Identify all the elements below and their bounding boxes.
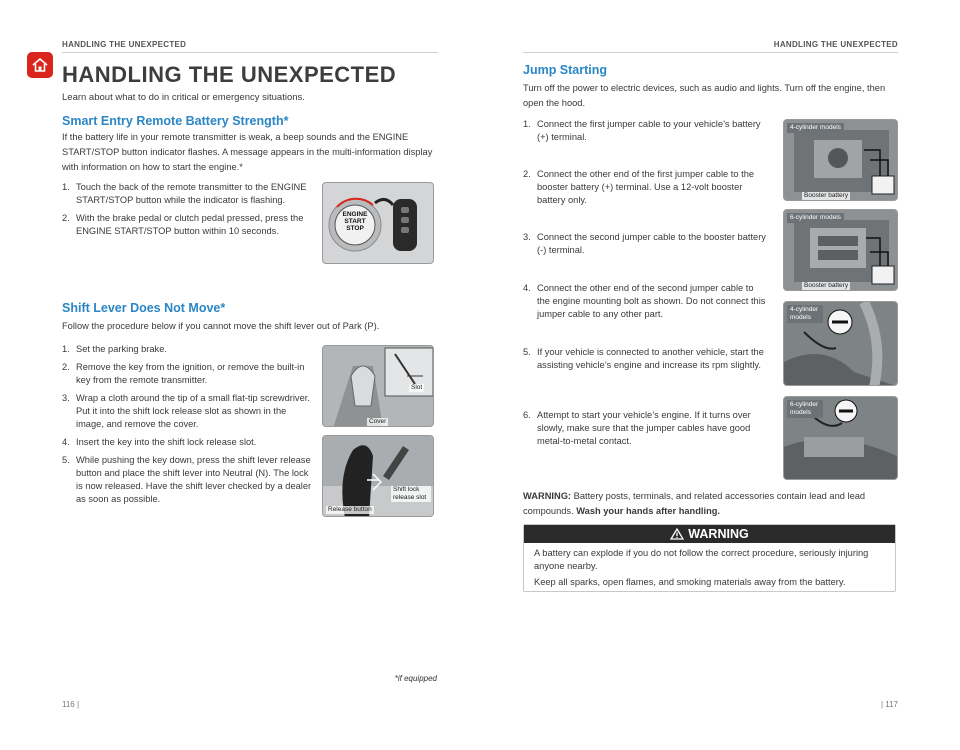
jump-steps xyxy=(523,118,768,459)
header-rule-left xyxy=(62,52,438,53)
running-head-right: HANDLING THE UNEXPECTED xyxy=(773,40,898,49)
list-item: 5. If your vehicle is connected to another vehicle, start the assisting vehicle’s engine and increase its rpm slightly. xyxy=(523,347,764,370)
list-item: 1. Set the parking brake. xyxy=(62,344,167,354)
warning-box xyxy=(523,524,896,592)
cover-callout: Cover xyxy=(369,418,387,425)
engine-start-stop-button: ENGINE START STOP xyxy=(342,211,368,232)
running-head-left: HANDLING THE UNEXPECTED xyxy=(62,40,187,49)
shift-lock-callout: Shift lock release slot xyxy=(391,486,431,502)
list-item: 2. With the brake pedal or clutch pedal pressed, press the ENGINE START/STOP button within 10 seconds. xyxy=(62,213,304,236)
jump-figure-4cyl-bolt xyxy=(783,301,898,386)
battery-steps xyxy=(62,181,312,243)
figure-tag: 4-cylinder models xyxy=(787,305,823,323)
shift-body: Follow the procedure below if you cannot move the shift lever out of Park (P). xyxy=(62,321,380,331)
list-item: 2. Remove the key from the ignition, or remove the built-in key from the remote transmitter. xyxy=(62,362,305,385)
list-item: 2. Connect the other end of the first jumper cable to the booster battery (+) terminal. Use a 12-volt booster battery only. xyxy=(523,169,755,205)
page-number-left: 116 | xyxy=(62,700,80,709)
intro-text: Learn about what to do in critical or emergency situations. xyxy=(62,92,305,103)
shift-lock-illustration xyxy=(323,436,434,517)
list-item: 1. Connect the first jumper cable to your vehicle’s battery (+) terminal. xyxy=(523,119,761,142)
battery-body: If the battery life in your remote transmitter is weak, a beep sounds and the ENGINE START/STOP button indicator flashes. A message appears in the multi-information display with information on how to start the engine.* xyxy=(62,132,433,172)
warning-header xyxy=(524,525,895,543)
jump-starting-heading: Jump Starting xyxy=(523,63,608,77)
header-rule-right xyxy=(523,52,898,53)
lead-warning-note: WARNING: Battery posts, terminals, and related accessories contain lead and lead compounds. Wash your hands after handling. xyxy=(523,491,866,516)
jump-figure-4cyl-booster xyxy=(783,119,898,201)
footnote: *if equipped xyxy=(394,674,437,683)
booster-battery-callout: Booster battery xyxy=(804,192,849,199)
warning-body: A battery can explode if you do not follow the correct procedure, seriously injuring anyone nearby. Keep all sparks, open flames, and smoking materials away from the battery. xyxy=(534,548,869,587)
booster-battery-callout: Booster battery xyxy=(804,282,849,289)
list-item: 4. Insert the key into the shift lock release slot. xyxy=(62,437,257,447)
warning-label: WARNING: xyxy=(523,491,572,501)
jump-figure-6cyl-bolt xyxy=(783,396,898,480)
home-icon xyxy=(31,56,49,74)
release-button-callout: Release button xyxy=(328,506,372,513)
list-item: 3. Connect the second jumper cable to the booster battery (-) terminal. xyxy=(523,232,766,255)
battery-heading: Smart Entry Remote Battery Strength* xyxy=(62,114,289,128)
jump-starting-body: Turn off the power to electric devices, such as audio and lights. Turn off the engine, then open the hood. xyxy=(523,83,886,108)
jump-figure-6cyl-booster xyxy=(783,209,898,291)
page-number-right: | 117 xyxy=(880,700,898,709)
figure-tag: 6-cylinder models xyxy=(787,400,823,418)
shift-lock-release-figure xyxy=(322,435,434,517)
shift-heading: Shift Lever Does Not Move* xyxy=(62,301,226,315)
slot-callout: Slot xyxy=(411,384,423,391)
shift-steps xyxy=(62,343,312,511)
list-item: 3. Wrap a cloth around the tip of a small flat-tip screwdriver. Put it into the shift lock release slot as shown in the image, and remove the cover. xyxy=(62,393,310,429)
home-button[interactable] xyxy=(27,52,53,78)
figure-tag: 4-cylinder models xyxy=(787,123,844,133)
page-title: HANDLING THE UNEXPECTED xyxy=(62,62,397,87)
remote-transmitter-figure xyxy=(322,182,434,264)
list-item: 5. While pushing the key down, press the shift lever release button and place the shift lever into Neutral (N). The lock is now released. Have the shift lever checked by a dealer as soon as possible. xyxy=(62,455,312,504)
right-page xyxy=(480,0,960,750)
list-item: 1. Touch the back of the remote transmitter to the ENGINE START/STOP button while the indicator is flashing. xyxy=(62,182,307,205)
figure-tag: 6-cylinder models xyxy=(787,213,844,223)
shift-lever-cover-figure xyxy=(322,345,434,427)
warning-triangle-icon xyxy=(670,528,684,540)
list-item: 6. Attempt to start your vehicle’s engine. If it turns over slowly, make sure that the jumper cables have good metal-to-metal contact. xyxy=(523,410,751,446)
list-item: 4. Connect the other end of the second jumper cable to the engine mounting bolt as shown. Do not connect this jumper cable to any other part. xyxy=(523,283,766,319)
warning-title: WARNING xyxy=(688,527,749,541)
